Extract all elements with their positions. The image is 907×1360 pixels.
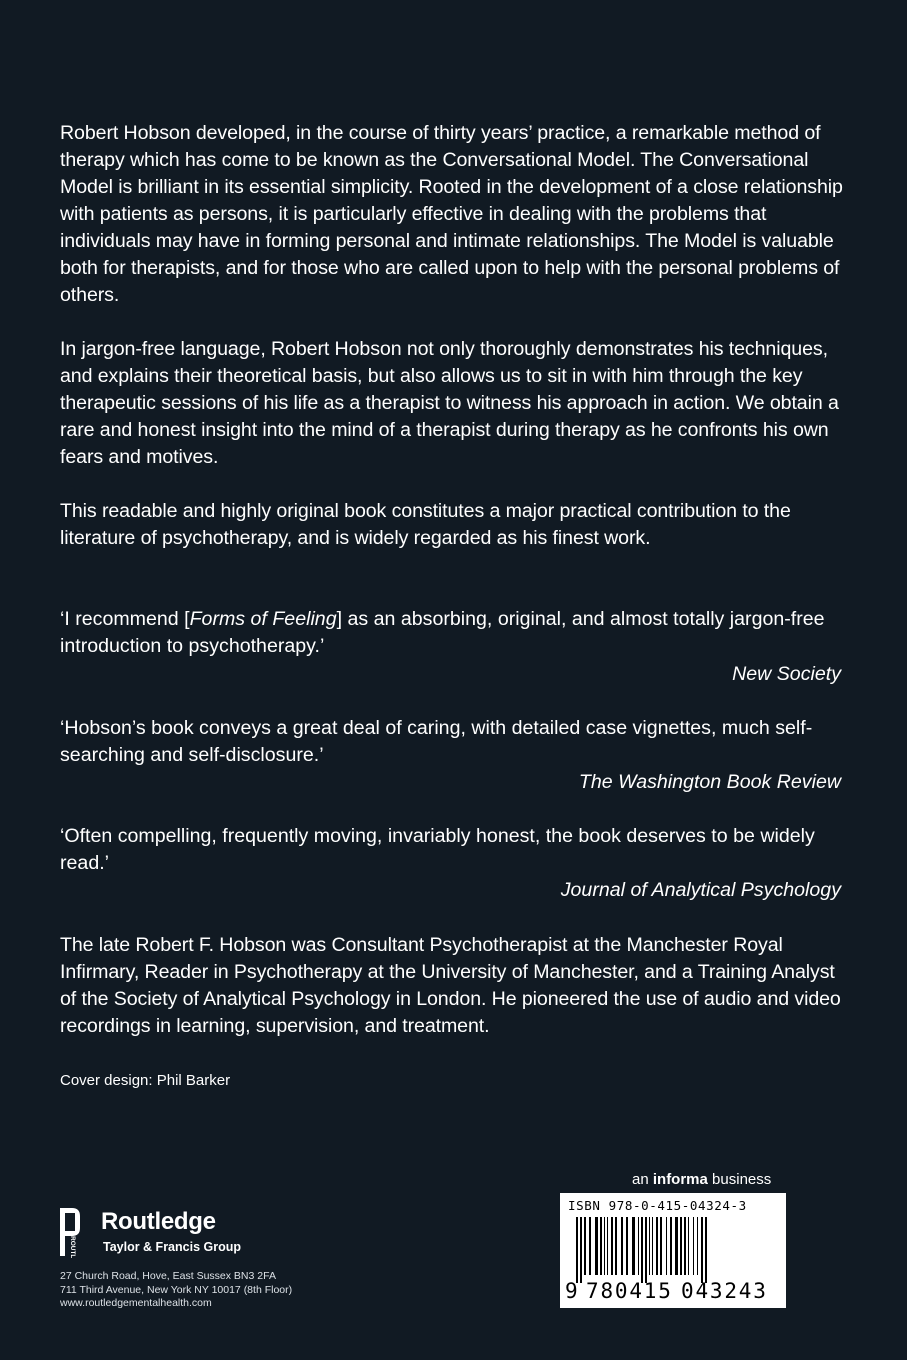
isbn-barcode [560,1193,786,1308]
informa-brand: informa [652,1171,708,1188]
barcode-bar [701,1217,703,1283]
logo-mark-text: ROUTLEDGE [69,1236,76,1258]
barcode-bar [675,1217,678,1275]
author-bio: The late Robert F. Hobson was Consultant Psychotherapist at the Manchester Royal Infirmary, Reader in Psychotherapy at the University of Manchester, and a Training Analyst of the Society of Analytical Psychology in London. He pioneered the use of audio and video recordings in learning, supervision, and treatment. [60,934,841,1037]
barcode-bar [626,1217,628,1275]
quote-1-text-end: ] as an absorbing, original, and almost totally jargon-free introduction to psychotherapy.’ [60,608,825,657]
description-paragraph-2: In jargon-free language, Robert Hobson not only thoroughly demonstrates his techniques, and explains their theoretical basis, but also allows us to sit in with him through the key therapeutic sessions of his life as a therapist to witness his approach in action. We obtain a rare and honest insight into the mind of a therapist during therapy as he confronts his own fears and motives. [60,338,839,468]
review-source-1: New Society [732,663,841,685]
quote-1-text-start: ‘I recommend [ [60,608,190,630]
barcode-bars [576,1217,772,1283]
barcode-bar [604,1217,605,1275]
address-line-3: www.routledgementalhealth.com [60,1297,212,1309]
barcode-bar [621,1217,623,1275]
barcode-bar [670,1217,672,1275]
barcode-bar [680,1217,682,1275]
barcode-bar [693,1217,694,1275]
barcode-bar [684,1217,686,1275]
barcode-bar [645,1217,647,1283]
barcode-bar [600,1217,602,1275]
barcode-bar [660,1217,662,1275]
barcode-lead-digit: 9 [565,1279,578,1303]
description-paragraph-3: This readable and highly original book constitutes a major practical contribution to the literature of psychotherapy, and is widely regarded as his finest work. [60,500,791,549]
barcode-bar [688,1217,689,1275]
barcode-bar [615,1217,617,1275]
review-quote-2: ‘Hobson’s book conveys a great deal of caring, with detailed case vignettes, much self-searching and self-disclosure.’ [60,717,813,766]
barcode-bar [580,1217,582,1283]
address-line-2: 711 Third Avenue, New York NY 10017 (8th Floor) [60,1283,293,1296]
routledge-logo-icon [56,1206,92,1263]
barcode-bar [705,1217,707,1283]
description-paragraph-1: Robert Hobson developed, in the course of thirty years’ practice, a remarkable method of therapy which has come to be known as the Conversational Model. The Conversational Model is brilliant in its essential simplicity. Rooted in the development of a close relationship with patients as persons, it is particularly effective in dealing with the problems that individuals may have in forming personal and intimate relationships. The Model is valuable both for therapists, and for those who are called upon to help with the personal problems of others. [60,122,843,306]
barcode-bar [649,1217,650,1275]
cover-credit: Cover design: Phil Barker [60,1072,231,1089]
barcode-bar [611,1217,613,1275]
review-source-2: The Washington Book Review [578,771,841,793]
barcode-bar [576,1217,578,1283]
review-quote-1 [60,606,850,660]
address-line-1: 27 Church Road, Hove, East Sussex BN3 2FA [60,1270,276,1282]
barcode-bar [656,1217,658,1275]
publisher-group: Taylor & Francis Group [103,1240,241,1254]
barcode-bar [595,1217,598,1275]
publisher-name: Routledge [101,1208,216,1235]
barcode-bar [641,1217,643,1283]
informa-tagline: an informa business [632,1171,772,1188]
barcode-bar [584,1217,586,1275]
barcode-bar [666,1217,667,1275]
barcode-bar [638,1217,639,1275]
barcode-bar [607,1217,608,1275]
barcode-right-digits: 043243 [681,1279,768,1303]
barcode-bar [652,1217,653,1275]
barcode-bar [589,1217,591,1275]
review-quote-3: ‘Often compelling, frequently moving, invariably honest, the book deserves to be widely read.’ [60,825,815,874]
publisher-address [60,1270,292,1311]
review-source-3: Journal of Analytical Psychology [560,879,841,901]
barcode-left-digits: 780415 [586,1279,673,1303]
barcode-bar [697,1217,698,1275]
quote-1-book-title: Forms of Feeling [189,608,337,630]
barcode-bar [632,1217,635,1275]
isbn-label: ISBN 978-0-415-04324-3 [568,1198,747,1213]
